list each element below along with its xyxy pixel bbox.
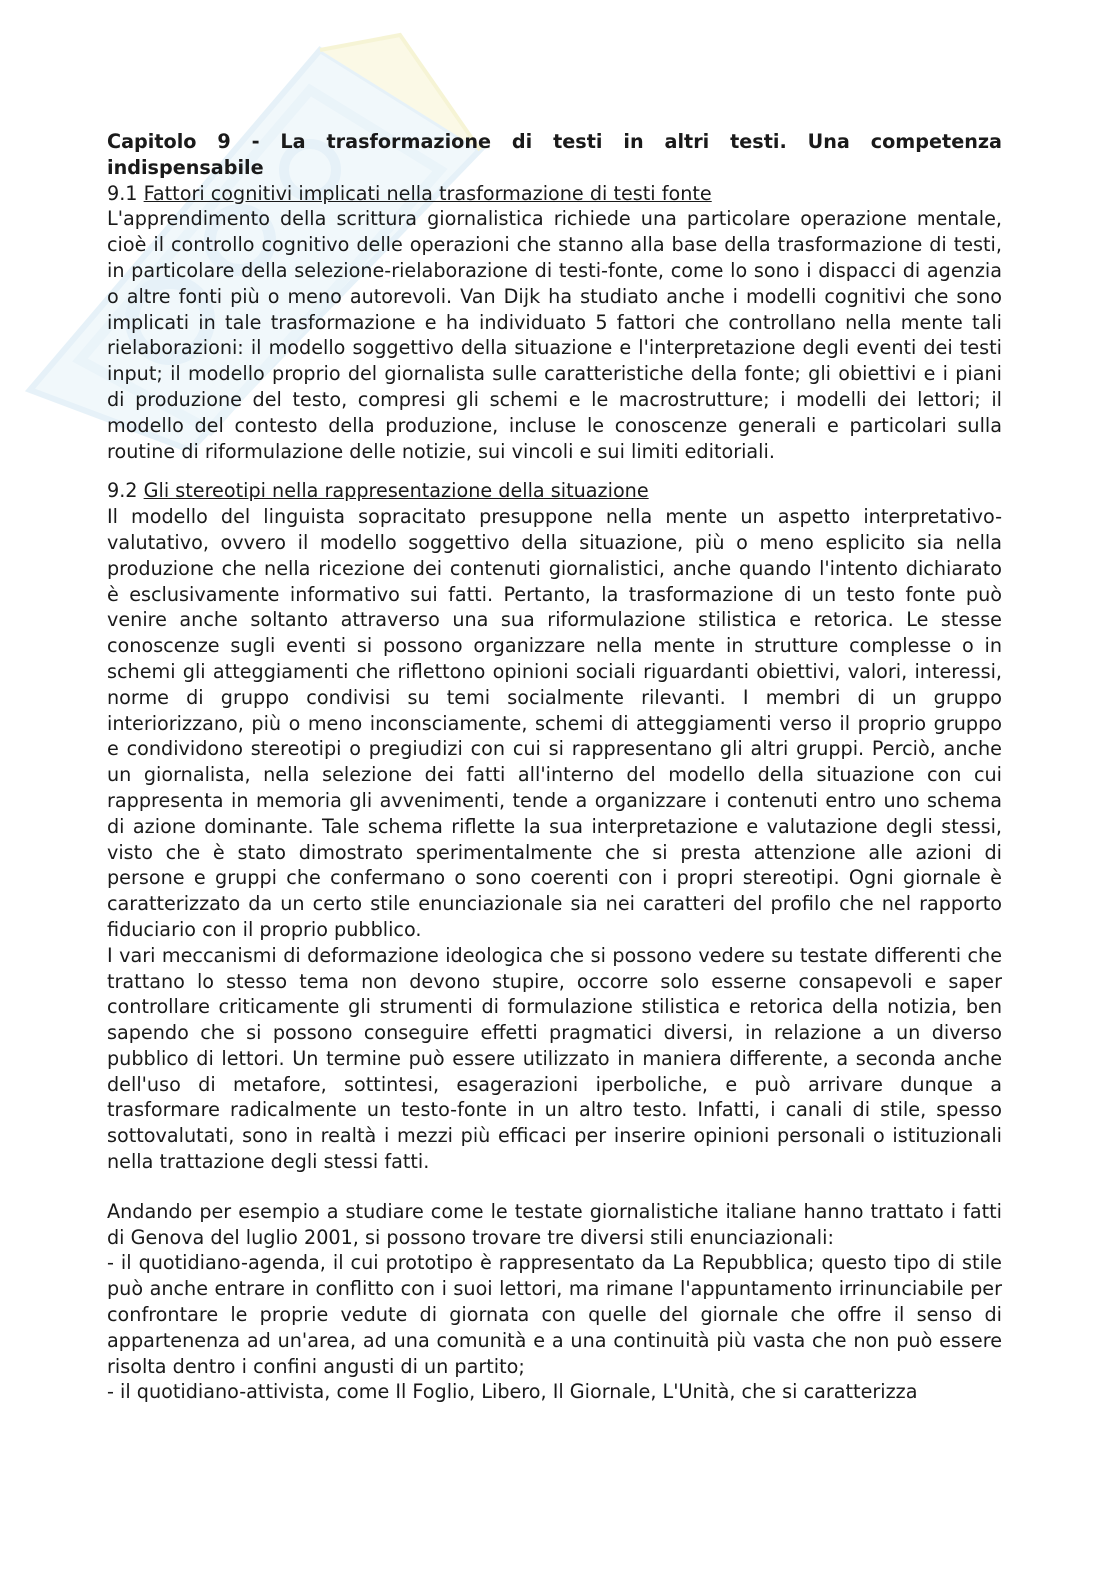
section-9-2-heading	[107, 478, 1002, 504]
section-9-2-paragraph-2: I vari meccanismi di deformazione ideologica che si possono vedere su testate differenti che trattano lo stesso tema non devono stupire, occorre solo esserne consapevoli e saper controllare criticamente gli strumenti di formulazione stilistica e retorica della notizia, ben sapendo che si possono conseguire effetti pragmatici diversi, in relazione a un diverso pubblico di lettori. Un termine può essere utilizzato in maniera differente, a seconda anche dell'uso di metafore, sottintesi, esagerazioni iperboliche, e può arrivare dunque a trasformare radicalmente un testo-fonte in un altro testo. Infatti, i canali di stile, spesso sottovalutati, sono in realtà i mezzi più efficaci per inserire opinioni personali o istituzionali nella trattazione degli stessi fatti.	[107, 943, 1002, 1174]
section-9-1-paragraph: L'apprendimento della scrittura giornalistica richiede una particolare operazione mentale, cioè il controllo cognitivo delle operazioni che stanno alla base della trasformazione di testi, in particolare della selezione-rielaborazione di testi-fonte, come lo sono i dispacci di agenzia o altre fonti più o meno autorevoli. Van Dijk ha studiato anche i modelli cognitivi che sono implicati in tale trasformazione e ha individuato 5 fattori che controllano nella mente tali rielaborazioni: il modello soggettivo della situazione e l'interpretazione degli eventi dei testi input; il modello proprio del giornalista sulle caratteristiche della fonte; gli obiettivi e i piani di produzione del testo, compresi gli schemi e le macrostrutture; i modelli dei lettori; il modello del contesto della produzione, incluse le conoscenze generali e particolari sulla routine di riformulazione delle notizie, sui vincoli e sui limiti editoriali.	[107, 207, 1002, 463]
chapter-title: Capitolo 9 - La trasformazione di testi in altri testi. Una competenza indispensabile	[107, 130, 1002, 179]
section-9-2-number: 9.2	[107, 479, 138, 503]
section-9-1-title: Fattori cognitivi implicati nella trasformazione di testi fonte	[143, 181, 712, 205]
section-9-2-paragraph-1: Il modello del linguista sopracitato presuppone nella mente un aspetto interpretativo-valutativo, ovvero il modello soggettivo della situazione, più o meno esplicito sia nella produzione che nella ricezione dei contenuti giornalistici, anche quando l'intento dichiarato è esclusivamente informativo sui fatti. Pertanto, la trasformazione di un testo fonte può venire anche soltanto attraverso una sua riformulazione stilistica e retorica. Le stesse conoscenze sugli eventi si possono organizzare nella mente in strutture complesse o in schemi gli atteggiamenti che riflettono opinioni sociali riguardanti obiettivi, valori, interessi, norme di gruppo condivisi su temi socialmente rilevanti. I membri di un gruppo interiorizzano, più o meno inconsciamente, schemi di atteggiamenti verso il proprio gruppo e condividono stereotipi o pregiudizi con cui si rappresentano gli altri gruppi. Perciò, anche un giornalista, nella selezione dei fatti all'interno del modello della situazione con cui rappresenta in memoria gli avvenimenti, tende a organizzare i contenuti entro uno schema di azione dominante. Tale schema riflette la sua interpretazione e valutazione degli stessi, visto che è stato dimostrato sperimentalmente che si presta attenzione alle azioni di persone e gruppi che confermano o sono coerenti con i propri stereotipi. Ogni giornale è caratterizzato da un certo stile enunciazionale sia nei caratteri del profilo che nel rapporto fiduciario con il proprio pubblico.	[107, 505, 1002, 941]
list-item: - il quotidiano-agenda, il cui prototipo è rappresentato da La Repubblica; questo tipo di stile può anche entrare in conflitto con i suoi lettori, ma rimane l'appuntamento irrinunciabile per confrontare le proprie vedute di giornata con quelle del giornale che offre il senso di appartenenza ad un'area, ad una comunità e a una continuità più vasta che non può essere risolta dentro i confini angusti di un partito;	[107, 1251, 1002, 1378]
section-9-1-number: 9.1	[107, 181, 138, 205]
section-9-2-paragraph-3: Andando per esempio a studiare come le testate giornalistiche italiane hanno trattato i fatti di Genova del luglio 2001, si possono trovare tre diversi stili enunciazionali:	[107, 1199, 1002, 1249]
section-9-2-title: Gli stereotipi nella rappresentazione della situazione	[143, 479, 649, 503]
list-item: - il quotidiano-attivista, come Il Foglio, Libero, Il Giornale, L'Unità, che si caratterizza	[107, 1380, 918, 1404]
document-page	[107, 129, 1002, 1405]
section-9-1-heading	[107, 181, 1002, 207]
